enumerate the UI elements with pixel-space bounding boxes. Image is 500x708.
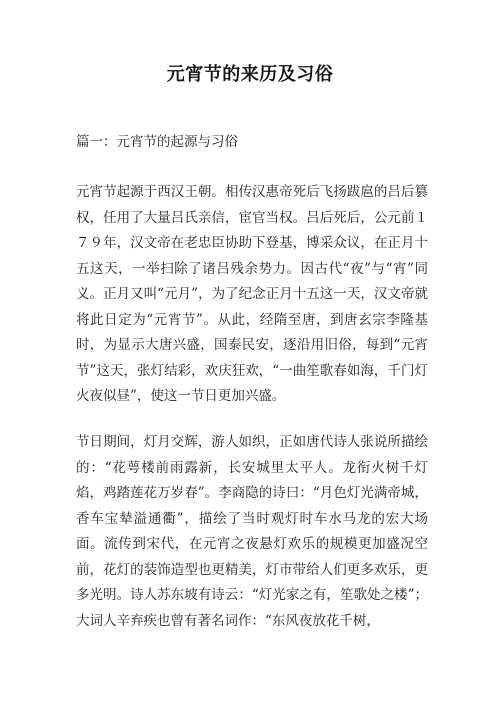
document-title: 元宵节的来历及习俗: [166, 64, 334, 85]
section-heading: 篇一：元宵节的起源与习俗: [76, 134, 238, 150]
paragraph-festival-scenes: 节日期间，灯月交辉，游人如织，正如唐代诗人张说所描绘的：“花萼楼前雨露新，长安城里太平人。龙衔火树千灯焰，鸡踏莲花万岁春”。李商隐的诗曰：“月色灯光满帝城，香车宝辇溢通衢”，描绘了当时观灯时车水马龙的宏大场面。流传到宋代，在元宵之夜悬灯欢乐的规模更加盛况空前，花灯的装饰造型也更精美，灯市带给人们更多欢乐，更多光明。诗人苏东坡有诗云：“灯光家之有，笙歌处之楼”；大词人辛弃疾也曾有著名词作：“东风夜放花千树，: [76, 434, 428, 629]
paragraph-origin: 元宵节起源于西汉王朝。相传汉惠帝死后飞扬跋扈的吕后篡权，任用了大量吕氏亲信，宦官当权。吕后死后，公元前１７９年，汉文帝在老忠臣协助下登基，博采众议，在正月十五这天，一举扫除了诸吕残余势力。因古代“夜”与“宵”同义。正月又叫“元月”，为了纪念正月十五这一天，汉文帝就将此日定为“元宵节”。从此，经隋至唐，到唐玄宗李隆基时，为显示大唐兴盛，国泰民安，逐沿用旧俗，每到“元宵节”这天，张灯结彩，欢庆狂欢，“一曲笙歌春如海，千门灯火夜似昼”，使这一节日更加兴盛。: [76, 184, 428, 404]
